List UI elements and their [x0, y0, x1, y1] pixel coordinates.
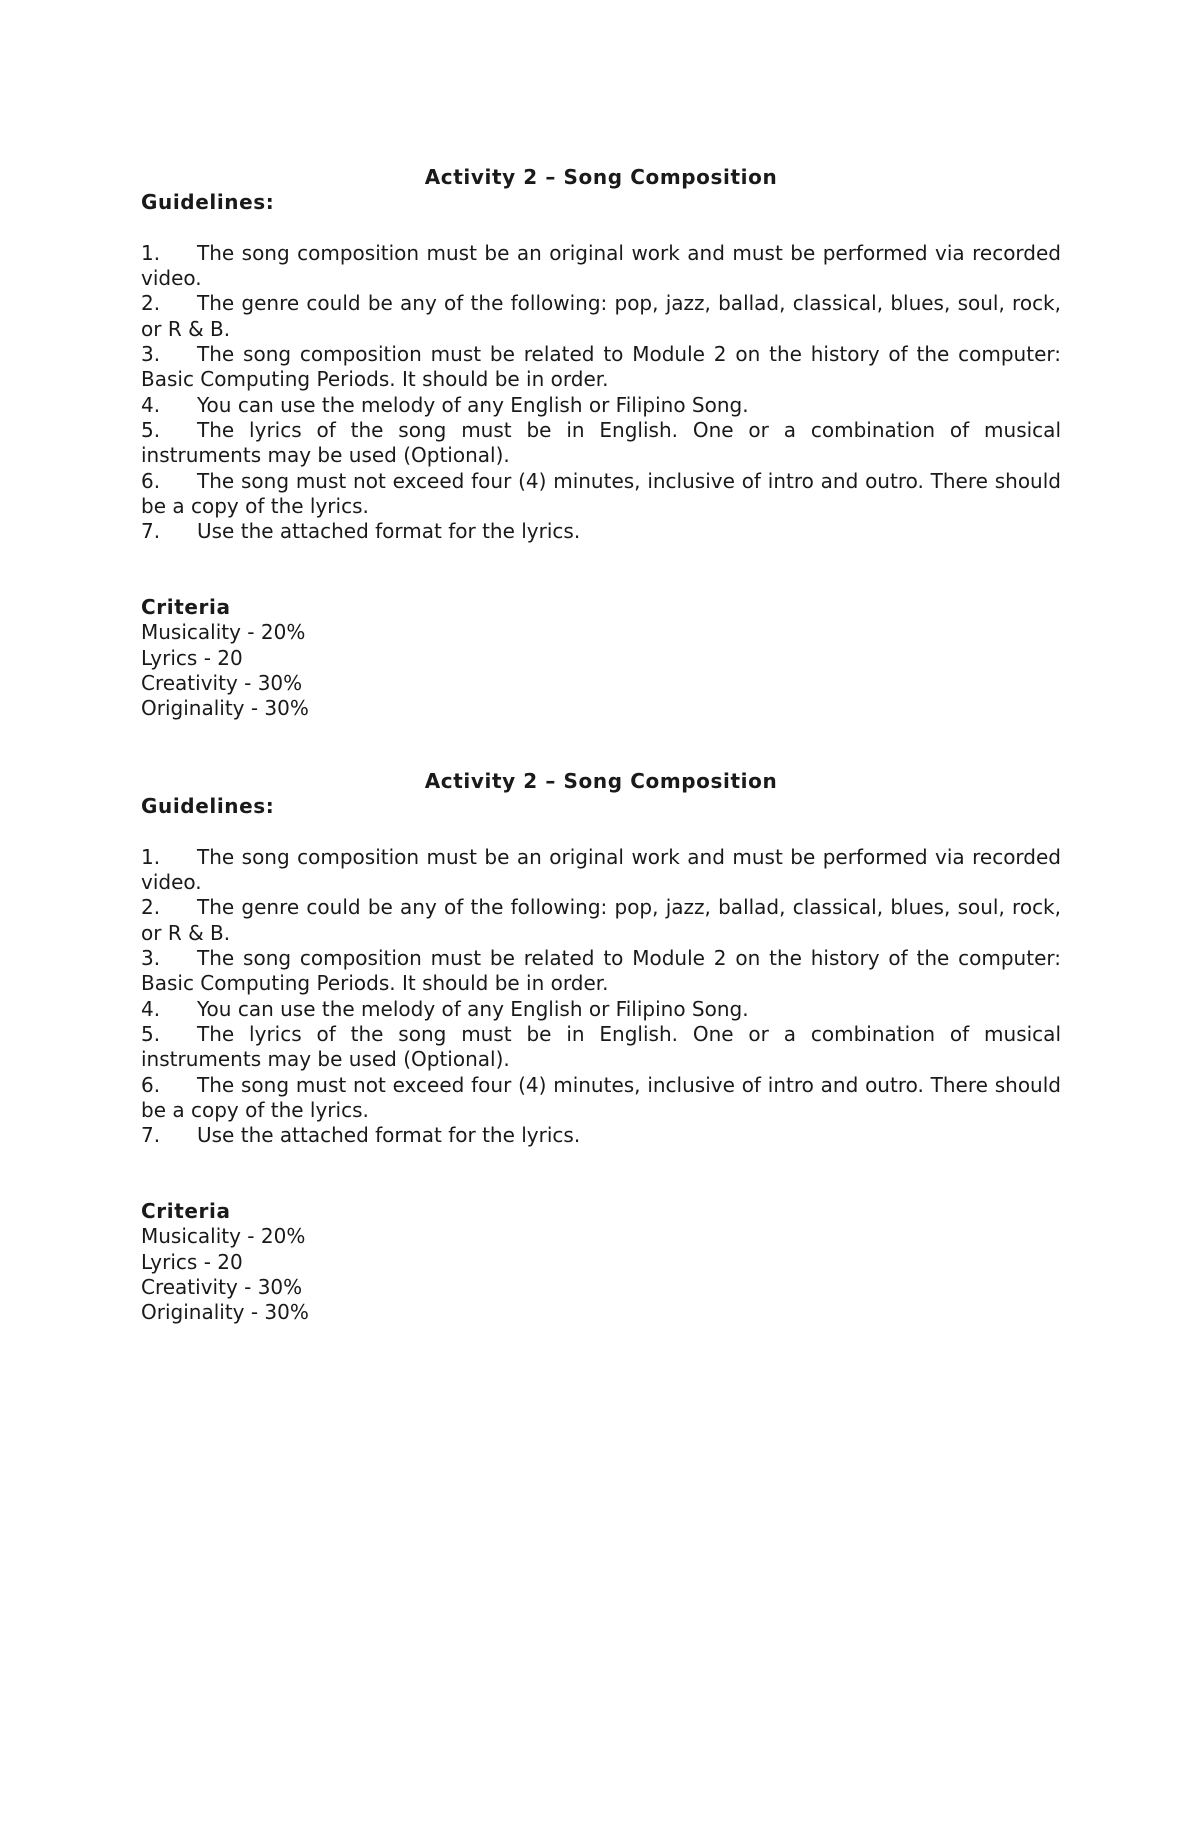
guideline-item	[141, 393, 1061, 418]
guideline-text: The genre could be any of the following: pop, jazz, ballad, classical, blues, soul, rock, or R & B.	[141, 291, 1061, 341]
guideline-text: You can use the melody of any English or Filipino Song.	[197, 996, 749, 1021]
guideline-text: The song composition must be related to Module 2 on the history of the computer: Basic Computing Periods. It should be in order.	[141, 946, 1061, 996]
guideline-text: The song composition must be related to Module 2 on the history of the computer: Basic Computing Periods. It should be in order.	[141, 342, 1061, 392]
guideline-text: The song must not exceed four (4) minutes, inclusive of intro and outro. There should be a copy of the lyrics.	[141, 1072, 1061, 1122]
criteria-heading: Criteria	[141, 595, 231, 620]
guideline-item	[141, 342, 1061, 393]
guideline-text: The song must not exceed four (4) minutes, inclusive of intro and outro. There should be a copy of the lyrics.	[141, 468, 1061, 518]
guideline-item	[141, 1073, 1061, 1124]
guideline-item	[141, 241, 1061, 292]
guideline-item	[141, 469, 1061, 520]
guideline-number: 6.	[141, 468, 161, 493]
guidelines-heading: Guidelines:	[141, 190, 275, 215]
guideline-text: Use the attached format for the lyrics.	[197, 1123, 581, 1148]
criteria-item: Creativity - 30%	[141, 670, 303, 695]
criteria-item: Lyrics - 20	[141, 1249, 243, 1274]
criteria-heading: Criteria	[141, 1199, 231, 1224]
guideline-item	[141, 291, 1061, 342]
guideline-item	[141, 1022, 1061, 1073]
guideline-item	[141, 845, 1061, 896]
guideline-text: Use the attached format for the lyrics.	[197, 519, 581, 544]
guideline-item	[141, 519, 1061, 544]
criteria-item: Lyrics - 20	[141, 645, 243, 670]
guideline-number: 2.	[141, 291, 161, 316]
guideline-text: The song composition must be an original work and must be performed via recorded video.	[141, 240, 1061, 291]
activity-section-2	[141, 769, 1061, 1326]
guideline-number: 3.	[141, 946, 161, 971]
guidelines-heading: Guidelines:	[141, 794, 275, 819]
section-title: Activity 2 – Song Composition	[424, 165, 778, 189]
guideline-item	[141, 946, 1061, 997]
guideline-number: 5.	[141, 1021, 161, 1046]
guideline-number: 6.	[141, 1072, 161, 1097]
guideline-number: 1.	[141, 844, 161, 869]
guideline-text: The lyrics of the song must be in English. One or a combination of musical instruments may be used (Optional).	[141, 1021, 1061, 1072]
criteria-item: Originality - 30%	[141, 696, 309, 721]
guideline-number: 1.	[141, 240, 161, 265]
criteria-item: Originality - 30%	[141, 1300, 309, 1325]
guideline-number: 7.	[141, 519, 161, 544]
guideline-number: 5.	[141, 417, 161, 442]
criteria-item: Musicality - 20%	[141, 1224, 306, 1249]
guideline-number: 4.	[141, 996, 161, 1021]
guideline-text: You can use the melody of any English or Filipino Song.	[197, 392, 749, 417]
section-title: Activity 2 – Song Composition	[424, 769, 778, 793]
guideline-text: The genre could be any of the following: pop, jazz, ballad, classical, blues, soul, rock, or R & B.	[141, 895, 1061, 945]
activity-section-1	[141, 165, 1061, 722]
guideline-number: 4.	[141, 392, 161, 417]
guideline-text: The song composition must be an original work and must be performed via recorded video.	[141, 844, 1061, 895]
guideline-number: 7.	[141, 1123, 161, 1148]
guideline-text: The lyrics of the song must be in English. One or a combination of musical instruments may be used (Optional).	[141, 417, 1061, 468]
guideline-item	[141, 997, 1061, 1022]
guideline-number: 2.	[141, 895, 161, 920]
criteria-item: Musicality - 20%	[141, 620, 306, 645]
guideline-item	[141, 418, 1061, 469]
guideline-number: 3.	[141, 342, 161, 367]
criteria-item: Creativity - 30%	[141, 1274, 303, 1299]
guideline-item	[141, 895, 1061, 946]
guideline-item	[141, 1123, 1061, 1148]
